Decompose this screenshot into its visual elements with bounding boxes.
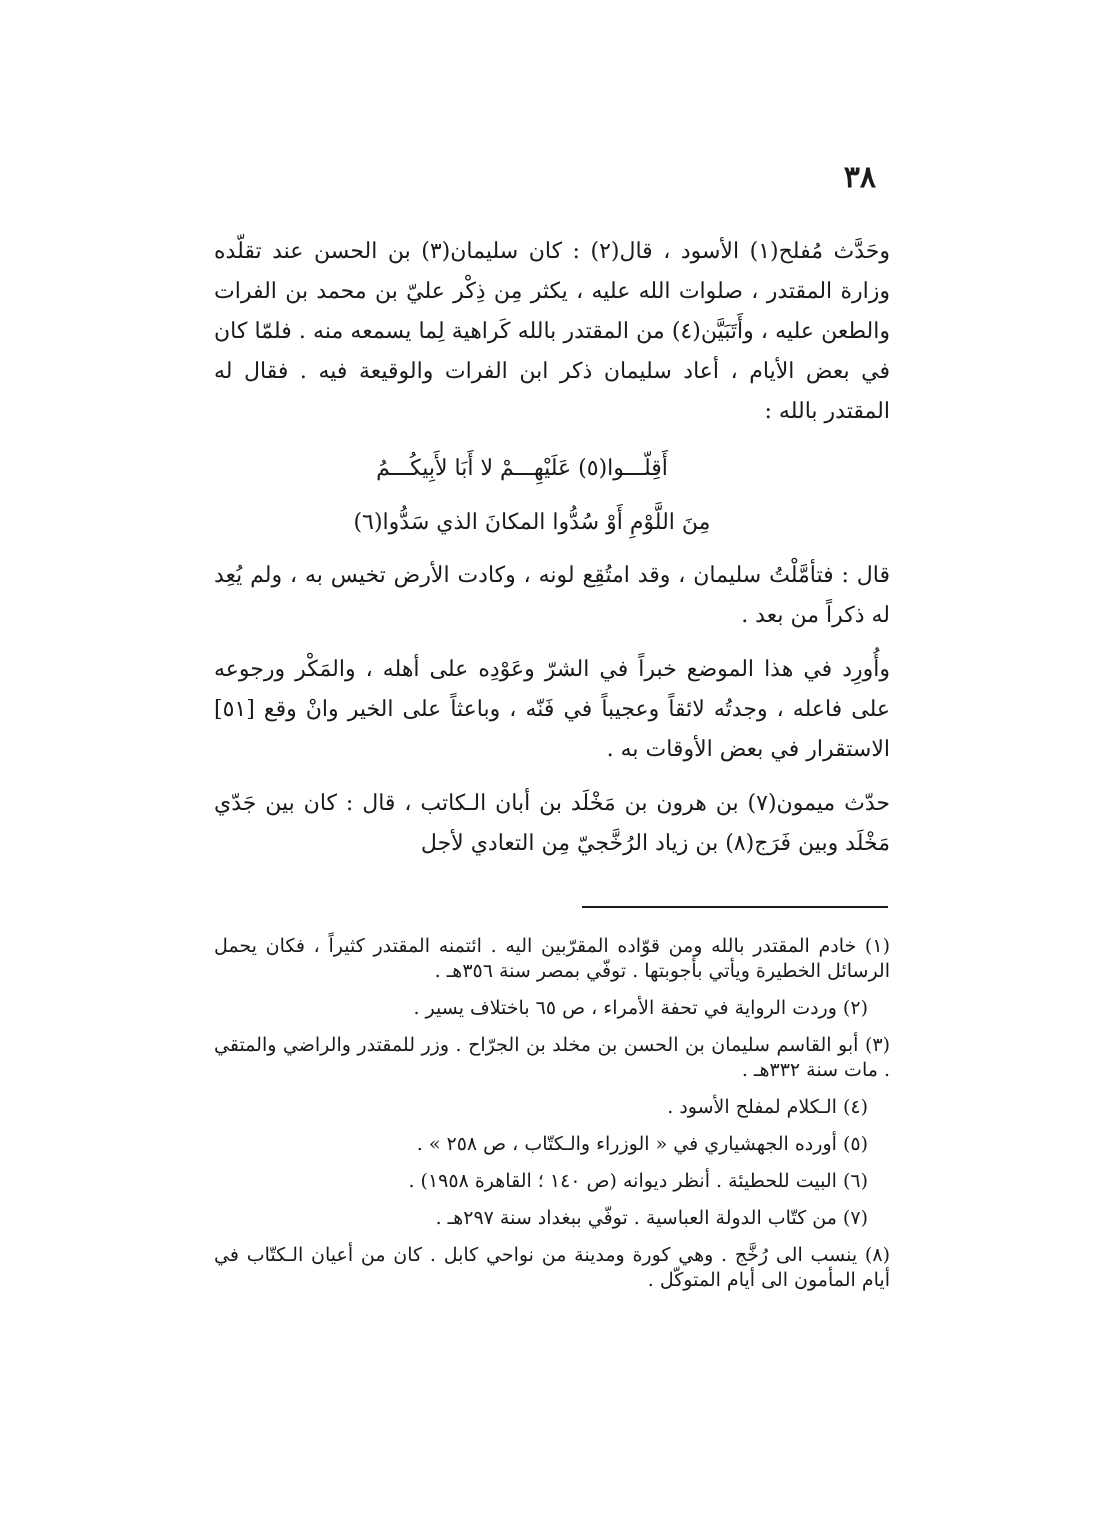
- paragraph-2: وأُورِد في هذا الموضع خبراً في الشرّ وعَوْدِه على أهله ، والمَكْر ورجوعه على فاعله ، وجدتُه لائقاً وعجيباً في فَنّه ، وباعثاً على الخير وانْ وقع [٥١] الاستقرار في بعض الأوقات به .: [214, 657, 890, 762]
- page-number: ٣٨: [843, 160, 876, 195]
- footnote-3: (٣) أبو القاسم سليمان بن الحسن بن مخلد بن الجرّاح . وزر للمقتدر والراضي والمتقي . مات سنة ٣٣٢هـ .: [214, 1034, 890, 1081]
- paragraph-after-verse: قال : فتأمَّلْتُ سليمان ، وقد امتُقِع لونه ، وكادت الأرض تخيس به ، ولم يُعِد له ذكراً من بعد .: [214, 563, 890, 628]
- paragraph-1: وحَدَّث مُفلح(١) الأسود ، قال(٢) : كان سليمان(٣) بن الحسن عند تقلّده وزارة المقتدر ، صلوات الله عليه ، يكثر مِن ذِكْر عليّ بن محمد بن الفرات والطعن عليه ، وأَتَبَيَّن(٤) من المقتدر بالله كَراهية لِما يسمعه منه . فلمّا كان في بعض الأيام ، أعاد سليمان ذكر ابن الفرات والوقيعة فيه . فقال له المقتدر بالله :: [214, 239, 890, 424]
- footnote-7: (٧) من كتّاب الدولة العباسية . توفّي ببغداد سنة ٢٩٧هـ .: [435, 1207, 868, 1229]
- footnote-8: (٨) ينسب الى رُخَّج . وهي كورة ومدينة من نواحي كابل . كان من أعيان الـكتّاب في أيام المأمون الى أيام المتوكّل .: [214, 1244, 890, 1291]
- footnote-4: (٤) الـكلام لمفلح الأسود .: [667, 1096, 868, 1118]
- footnote-2: (٢) وردت الرواية في تحفة الأمراء ، ص ٦٥ باختلاف يسير .: [413, 997, 868, 1019]
- footnote-divider: [582, 906, 888, 908]
- poetry-verse: [214, 442, 890, 550]
- footnote-6: (٦) البيت للحطيئة . أنظر ديوانه (ص ١٤٠ ؛ القاهرة ١٩٥٨) .: [408, 1170, 868, 1192]
- main-text: [214, 232, 890, 864]
- footnote-5: (٥) أورده الجهشياري في « الوزراء والـكتّاب ، ص ٢٥٨ » .: [416, 1133, 868, 1155]
- verse-line-1: أَقِلّـــوا(٥) عَلَيْهِـــمْ لا أَبَا لأَبِيكُـــمُ: [376, 456, 668, 481]
- paragraph-3: حدّث ميمون(٧) بن هرون بن مَخْلَد بن أبان الـكاتب ، قال : كان بين جَدّي مَخْلَد وبين فَرَج(٨) بن زياد الرُخَّجيّ مِن التعادي لأجل: [214, 791, 890, 856]
- footnotes: [214, 934, 890, 1305]
- verse-line-2: مِنَ اللَّوْمِ أَوْ سُدُّوا المكانَ الذي سَدُّوا(٦): [353, 510, 711, 535]
- footnote-1: (١) خادم المقتدر بالله ومن قوّاده المقرّبين اليه . ائتمنه المقتدر كثيراً ، فكان يحمل الرسائل الخطيرة ويأتي بأجوبتها . توفّي بمصر سنة ٣٥٦هـ .: [214, 935, 890, 982]
